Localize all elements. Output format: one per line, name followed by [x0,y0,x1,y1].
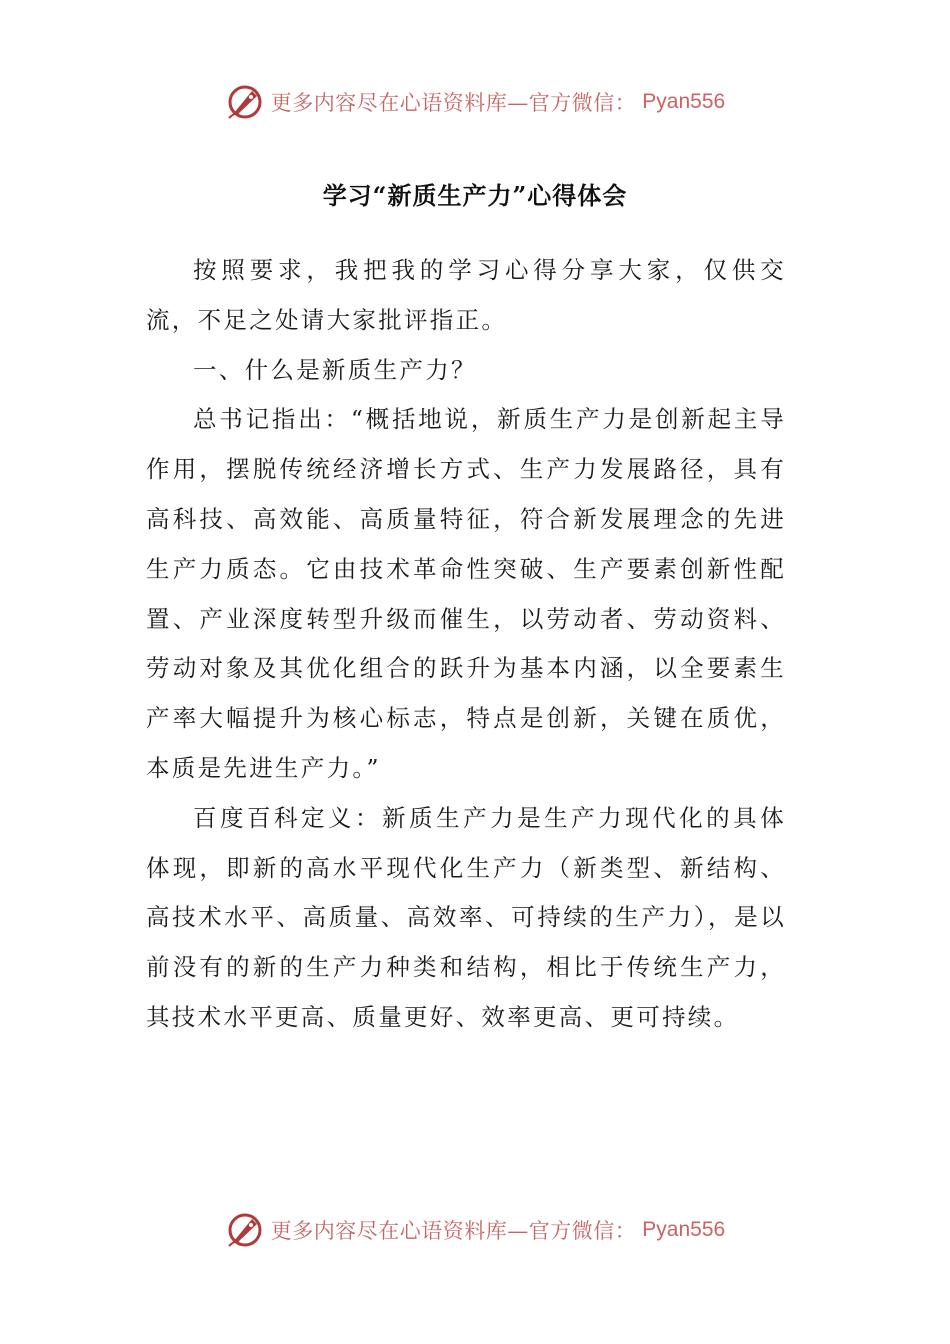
header-wechat-id: Pyan556 [642,90,726,113]
document-body [146,246,786,1043]
footer-watermark-text: 更多内容尽在心语资料库—官方微信： [270,1219,637,1243]
pen-nib-logo-icon [225,1210,265,1250]
pen-nib-logo-icon [225,82,265,122]
header-watermark-text: 更多内容尽在心语资料库—官方微信： [270,91,637,115]
paragraph-definition: 百度百科定义：新质生产力是生产力现代化的具体体现，即新的高水平现代化生产力（新类型、新结构、高技术水平、高质量、高效率、可持续的生产力），是以前没有的新的生产力种类和结构，相比于传统生产力，其技术水平更高、质量更好、效率更高、更可持续。 [146,803,786,1031]
paragraph-quote: 总书记指出：“概括地说，新质生产力是创新起主导作用，摆脱传统经济增长方式、生产力发展路径，具有高科技、高效能、高质量特征，符合新发展理念的先进生产力质态。它由技术革命性突破、生产要素创新性配置、产业深度转型升级而催生，以劳动者、劳动资料、劳动对象及其优化组合的跃升为基本内涵，以全要素生产率大幅提升为核心标志，特点是创新，关键在质优，本质是先进生产力。” [146,405,786,782]
document-title: 学习“新质生产力”心得体会 [322,181,628,210]
footer-wechat-id: Pyan556 [642,1218,726,1241]
header-watermark-banner [0,80,950,124]
footer-watermark-banner [0,1208,950,1252]
paragraph-section-heading: 一、什么是新质生产力？ [193,355,477,384]
paragraph-intro: 按照要求，我把我的学习心得分享大家，仅供交流，不足之处请大家批评指正。 [146,256,786,334]
